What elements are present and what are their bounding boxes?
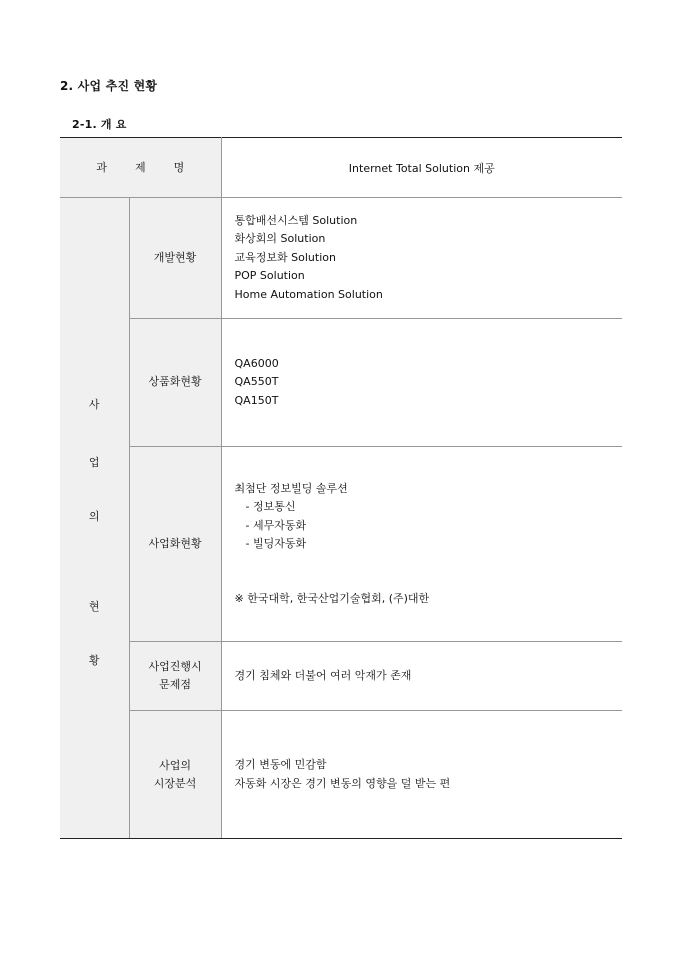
row-label-line: 시장분석: [153, 776, 197, 790]
section-title: 2. 사업 추진 현황: [60, 79, 158, 93]
side-label-char: 현: [88, 600, 100, 613]
row-label-line: 문제점: [159, 678, 191, 691]
list-item: QA150T: [234, 393, 279, 407]
subsection-title: 2-1. 개 요: [72, 118, 127, 131]
list-item: 경기 변동에 민감함: [234, 758, 327, 771]
row-label-product: 상품화현황: [129, 319, 221, 447]
header-value: Internet Total Solution 제공: [348, 161, 495, 175]
list-item: POP Solution: [234, 269, 305, 283]
side-label-char: 황: [88, 654, 100, 667]
row-content-dev: [221, 198, 622, 319]
row-content-product: [221, 319, 622, 447]
list-title: 최첨단 정보빌딩 솔루션: [234, 481, 348, 495]
header-label-cell: [60, 138, 221, 198]
table-row: [60, 198, 622, 319]
issue-text: 경기 침체와 더불어 여러 악재가 존재: [234, 668, 412, 682]
overview-table: [60, 137, 622, 839]
list-item: - 빌딩자동화: [245, 537, 307, 551]
row-content-market: [221, 711, 622, 839]
list-item: - 정보통신: [245, 500, 296, 514]
row-label-market: [129, 711, 221, 839]
list-item: 자동화 시장은 경기 변동의 영향을 덜 받는 편: [234, 776, 451, 790]
list-item: 화상회의 Solution: [234, 232, 326, 246]
note-text: ※ 한국대학, 한국산업기술협회, (주)대한: [234, 591, 430, 605]
table-header-row: [60, 138, 622, 198]
list-item: 통합배선시스템 Solution: [234, 213, 358, 227]
row-content-biz: [221, 447, 622, 642]
header-label-char: 과: [96, 160, 107, 174]
list-item: Home Automation Solution: [234, 287, 383, 301]
table-row: [60, 447, 622, 642]
row-label-biz: 사업화현황: [129, 447, 221, 642]
row-label-line: 사업진행시: [148, 660, 202, 673]
table-row: [60, 711, 622, 839]
header-label-char: 명: [173, 160, 185, 174]
table-row: [60, 319, 622, 447]
row-label-issue: [129, 642, 221, 711]
row-label-line: 사업의: [159, 758, 191, 772]
side-label-char: 사: [88, 398, 100, 411]
row-label-dev: 개발현황: [129, 198, 221, 319]
side-label-char: 업: [88, 456, 100, 469]
header-label-char: 제: [134, 160, 146, 174]
list-item: QA6000: [234, 356, 279, 370]
list-item: - 세무자동화: [245, 518, 307, 532]
table-row: [60, 642, 622, 711]
row-content-issue: [221, 642, 622, 711]
header-value-cell: [221, 138, 622, 198]
list-item: QA550T: [234, 375, 279, 389]
side-label-cell: [60, 198, 129, 839]
list-item: 교육정보화 Solution: [234, 250, 336, 264]
side-label-char: 의: [88, 510, 100, 523]
